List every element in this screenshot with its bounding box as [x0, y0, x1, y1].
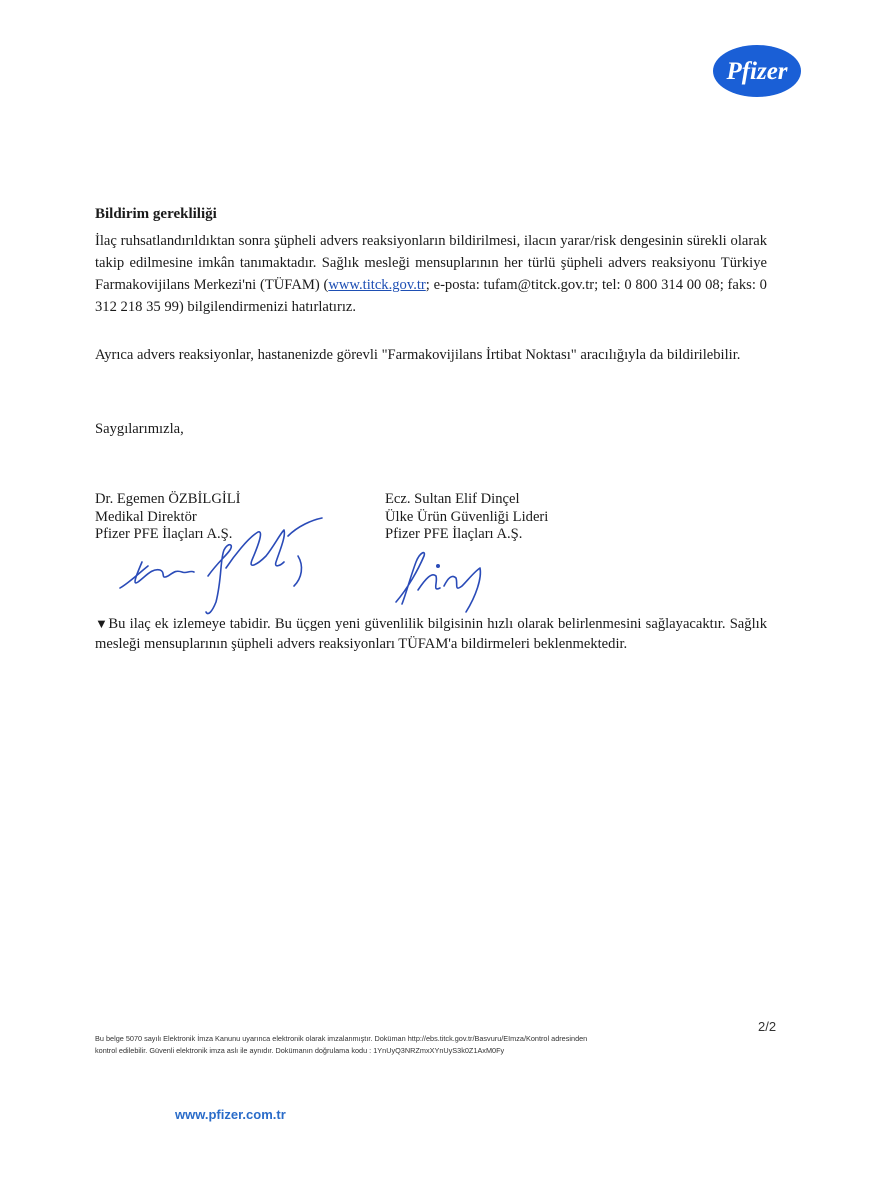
additional-monitoring-notice: [95, 614, 767, 654]
section-title: Bildirim gerekliliği: [95, 206, 217, 222]
esignature-note-line2: kontrol edilebilir. Güvenli elektronik imza aslı ile aynıdır. Dokümanın doğrulama kodu : 1YnUyQ3NRZmxXYnUyS3k0Z1AxM0Fy: [95, 1046, 505, 1055]
signatory-right-company: Pfizer PFE İlaçları A.Ş.: [385, 526, 523, 542]
esignature-note: [95, 1033, 715, 1057]
black-triangle-icon: ▼: [95, 616, 109, 631]
signatory-left-title: Medikal Direktör: [95, 508, 197, 525]
reporting-paragraph: [95, 230, 767, 318]
reporting-text-contacts: ; e-posta: tufam@titck.gov.tr; tel: 0 800 314 00 08; faks: 0 312 218 35 99) bilgilendirmenizi hatırlatırız.: [95, 277, 767, 315]
signatory-right-title: Ülke Ürün Güvenliği Lideri: [385, 508, 549, 525]
signatory-right-name: Ecz. Sultan Elif Dinçel: [385, 491, 520, 507]
additional-paragraph: Ayrıca advers reaksiyonlar, hastanenizde görevli "Farmakovijilans İrtibat Noktası" aracılığıyla da bildirilebilir.: [95, 347, 741, 363]
greeting: Saygılarımızla,: [95, 421, 184, 437]
pfizer-logo: [712, 44, 802, 98]
reporting-text: İlaç ruhsatlandırıldıktan sonra şüpheli advers reaksiyonların bildirilmesi, ilacın yarar/risk dengesinin sürekli olarak takip edilmesine imkân tanımaktadır. Sağlık mesleği mensuplarının her türlü şüpheli advers reaksiyonu Türkiye Farmakovijilans Merkezi'ni (TÜFAM) (: [95, 233, 767, 293]
signatory-left: [95, 491, 241, 544]
titck-link[interactable]: www.titck.gov.tr: [328, 277, 426, 293]
page-number: 2/2: [758, 1019, 777, 1034]
svg-text:Pfizer: Pfizer: [726, 58, 788, 85]
notice-text: Bu ilaç ek izlemeye tabidir. Bu üçgen yeni güvenlilik bilgisinin hızlı olarak belirlenmesini sağlayacaktır. Sağlık mesleği mensuplarının şüpheli advers reaksiyonları TÜFAM'a bildirmeleri beklenmektedir.: [95, 616, 767, 652]
handwritten-signature-right: [388, 542, 498, 614]
website-link[interactable]: www.pfizer.com.tr: [175, 1107, 286, 1122]
signatory-left-company: Pfizer PFE İlaçları A.Ş.: [95, 526, 233, 542]
esignature-note-line1: Bu belge 5070 sayılı Elektronik İmza Kanunu uyarınca elektronik olarak imzalanmıştır. Doküman http://ebs.titck.gov.tr/Basvuru/EImza/Kontrol adresinden: [95, 1034, 588, 1043]
signatory-right: [385, 491, 548, 544]
signatory-left-name: Dr. Egemen ÖZBİLGİLİ: [95, 491, 241, 507]
